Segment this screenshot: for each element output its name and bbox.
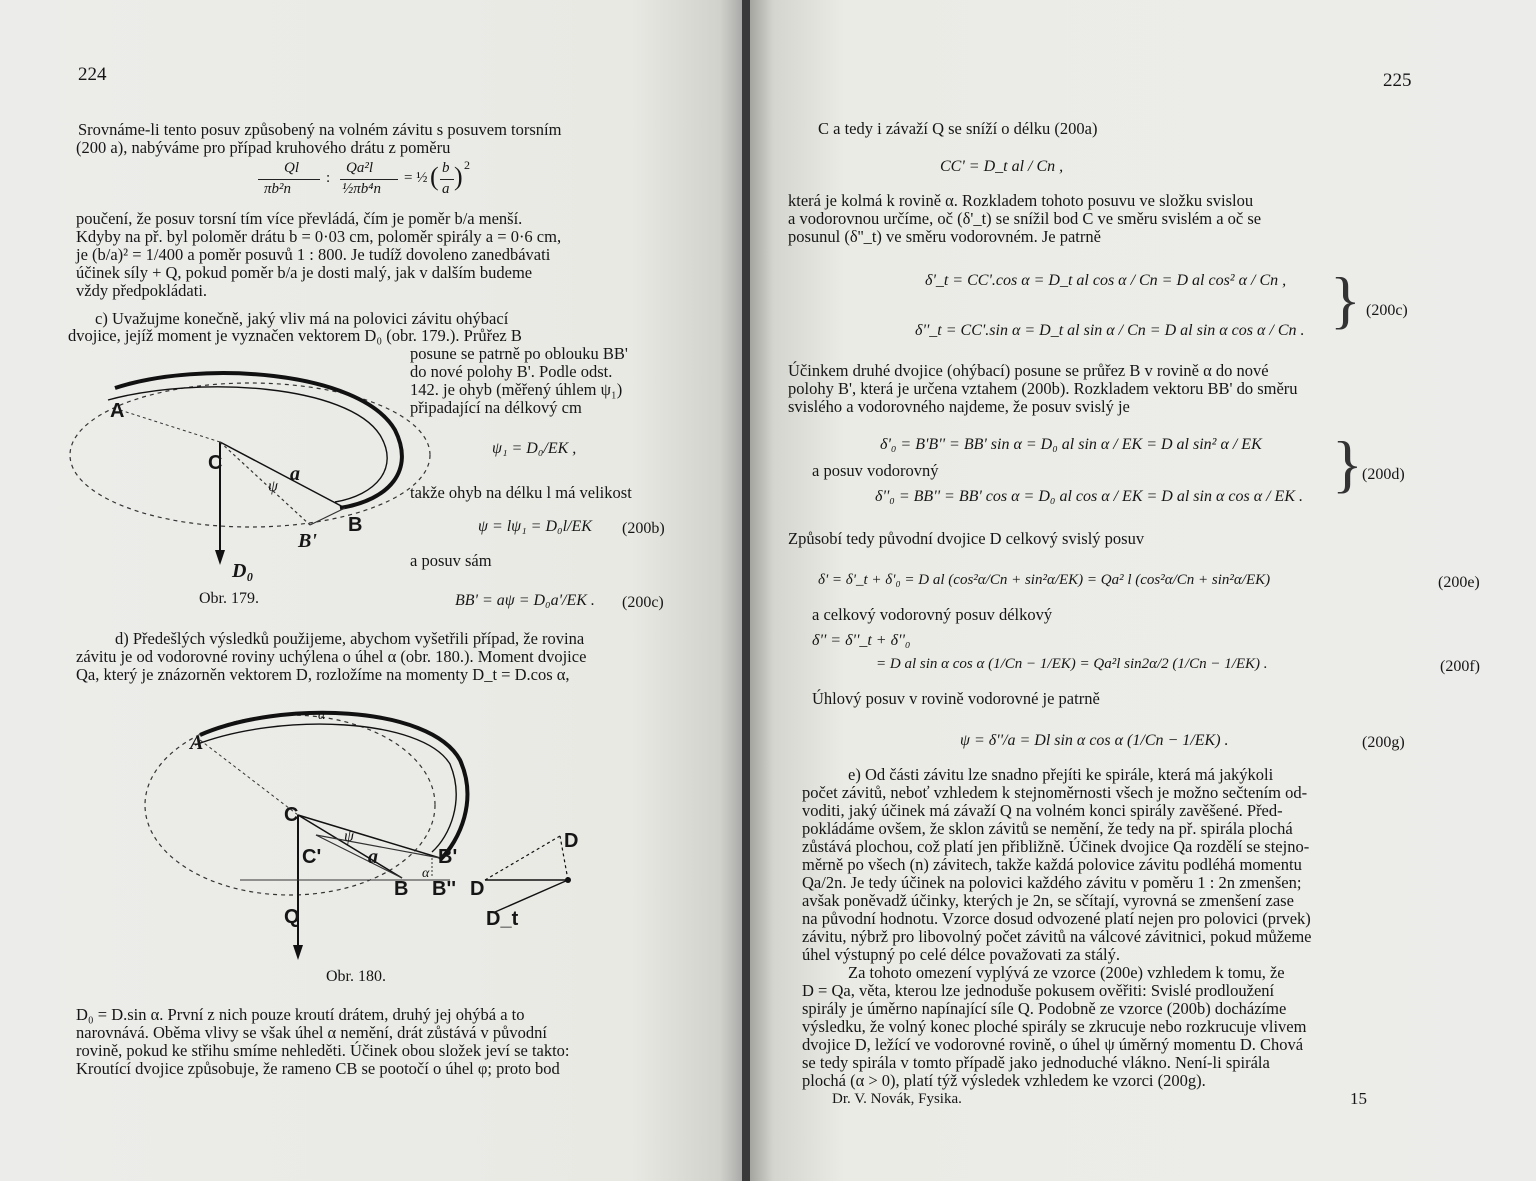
text-line: (200 a), nabýváme pro případ kruhového drátu z poměru (76, 138, 451, 157)
text-line: pokládáme ovšem, že sklon závitů se nemění, že tedy na př. spirála plochá (802, 819, 1293, 838)
text-line: dvojice D, ležící ve vodorovné rovině, o úhel ψ úměrný momentu D. Chová (802, 1035, 1304, 1054)
right-page (750, 0, 1536, 1181)
equation-delta20: δ''₀ = BB'' = BB' cos α = D₀ al cos α / EK = D al sin α cos α / EK . (875, 488, 1303, 505)
equation-tag: (200b) (622, 520, 665, 537)
fig-label: Q (284, 906, 300, 928)
text-line: závitu, nýbrž pro libovolný počet závitů na válcové závitnici, pokud můžeme (802, 927, 1312, 946)
text-line: rovině, pokud ke střihu smíme nehleděti. Účinek obou složek jeví se takto: (76, 1041, 570, 1060)
text-line: voditi, jaký účinek má závaží Q na volném konci spirály zavěšené. Před- (802, 801, 1283, 820)
text-line: Kroutící dvojice způsobuje, že rameno CB se pootočí o úhel φ; proto bod (76, 1059, 560, 1078)
equation-g: ψ = δ''/a = Dl sin α cos α (1/Cn − 1/EK) . (960, 732, 1229, 749)
figure-180 (140, 700, 610, 960)
text-line: Kdyby na př. byl poloměr drátu b = 0·03 cm, poloměr spirály a = 0·6 cm, (76, 227, 562, 246)
text-line: polohy B', která je určena vztahem (200b). Rozkladem vektoru BB' do směru (788, 379, 1298, 398)
text-line: je (b/a)² = 1/400 a poměr posuvů 1 : 800. Je tudíž dovoleno zanedbávati (76, 245, 551, 264)
text-line: e) Od části závitu lze snadno přejíti ke spirále, která má jakýkoli (848, 765, 1274, 784)
text-line: plochá (α > 0), platí týž výsledek vzhledem ke vzorci (200g). (802, 1071, 1206, 1090)
figure-caption: Obr. 179. (199, 590, 259, 607)
equation-tag: (200d) (1362, 466, 1405, 483)
text-line: poučení, že posuv torsní tím více převládá, čím je poměr b/a menší. (76, 209, 523, 228)
equation-tag: (200g) (1362, 734, 1405, 751)
left-page (0, 0, 742, 1181)
equation-bb: BB' = aψ = D₀a'/EK . (455, 592, 595, 609)
text-line: závitu je od vodorovné roviny uchýlena o úhel α (obr. 180.). Moment dvojice (76, 647, 587, 666)
fig-label: a (368, 846, 378, 868)
page-number: 224 (78, 64, 107, 85)
text-line: takže ohyb na délku l má velikost (410, 483, 632, 502)
text-line: Úhlový posuv v rovině vodorovné je patrně (812, 689, 1100, 708)
fig-label: D₀ (232, 560, 254, 582)
fig-label: B (394, 878, 409, 900)
text-line: posunul (δ''_t) ve směru vodorovném. Je patrně (788, 227, 1101, 246)
fig-label: B' (438, 846, 458, 868)
equation-ratio: Ql πb²n : Qa²l ½πb⁴n = ½ ( b a ) 2 (258, 160, 478, 200)
text-line: 142. je ohyb (měřený úhlem ψ₁) (410, 380, 623, 399)
fig-label: D (470, 878, 485, 900)
text-line: d) Předešlých výsledků použijeme, abychom vyšetřili případ, že rovina (115, 629, 585, 648)
fig-label: C (284, 804, 299, 826)
text-line: měrně po všech (n) závitech, takže každá polovice závitu podléhá momentu (802, 855, 1302, 874)
equation-f1: δ'' = δ''_t + δ''₀ (812, 632, 911, 649)
text-line: počet závitů, neboť vzhledem k stejnoměrnosti všech je možno sečtením od- (802, 783, 1308, 802)
equation-tag: (200c) (1366, 302, 1408, 319)
text-line: se tedy spirála v tomto případě jako jednoduché vlákno. Není-li spirála (802, 1053, 1270, 1072)
text-line: spirály je úměrno napínající síle Q. Podobně ze vzorce (200b) docházíme (802, 999, 1287, 1018)
fig-label: a (290, 463, 300, 485)
figure-179 (60, 350, 410, 590)
equation-tag: (200c) (622, 594, 664, 611)
equation-f2: = D al sin α cos α (1/Cn − 1/EK) = Qa²l sin2α/2 (1/Cn − 1/EK) . (876, 656, 1268, 672)
text-line: Srovnáme-li tento posuv způsobený na volném závitu s posuvem torsním (78, 120, 562, 139)
text-line: a posuv sám (410, 551, 492, 570)
fig-label: A (110, 400, 125, 422)
text-line: vždy předpokládati. (76, 281, 208, 300)
text-line: úhel výstupný po celé délce považovati za stálý. (802, 945, 1120, 964)
fig-label: B'' (432, 878, 456, 900)
text-line: D = Qa, věta, kterou lze jednoduše pokusem ověřiti: Svislé prodloužení (802, 981, 1275, 1000)
fig-label: D (564, 830, 579, 852)
text-line: účinek síly + Q, pokud poměr b/a je dosti malý, jak v dalším budeme (76, 263, 533, 282)
fig-label: ψ (268, 478, 278, 495)
fig-label: B' (298, 530, 317, 552)
text-line: Qa, který je znázorněn vektorem D, rozložíme na momenty D_t = D.cos α, (76, 665, 570, 684)
fig-label: C (208, 452, 223, 474)
figure-caption: Obr. 180. (326, 968, 386, 985)
text-line: do nové polohy B'. Podle odst. (410, 362, 613, 381)
equation-tag: (200e) (1438, 574, 1480, 591)
text-line: která je kolmá k rovině α. Rozkladem tohoto posuvu ve složku svislou (788, 191, 1254, 210)
text-line: c) Uvažujme konečně, jaký vliv má na polovici závitu ohýbací (95, 309, 509, 328)
fig-label: A (190, 732, 204, 754)
brace: } (1332, 428, 1363, 499)
text-line: narovnává. Oběma vlivy se však úhel α nemění, drát zůstává v původní (76, 1023, 547, 1042)
text-line: Způsobí tedy původní dvojice D celkový svislý posuv (788, 529, 1145, 548)
equation-psi1: ψ₁ = D₀/EK , (492, 440, 577, 457)
book-gutter (742, 0, 750, 1181)
text-line: C a tedy i závaží Q se sníží o délku (200a) (818, 119, 1098, 138)
fig-label: ψ (344, 828, 354, 845)
equation-psi: ψ = lψ₁ = D₀l/EK (478, 518, 592, 535)
text-line: posune se patrně po oblouku BB' (410, 344, 628, 363)
text-line: připadající na délkový cm (410, 398, 582, 417)
equation-tag: (200f) (1440, 658, 1480, 675)
text-line: a vodorovnou určíme, oč (δ'_t) se snížil bod C ve směru svislém a oč se (788, 209, 1262, 228)
fig-label: α (422, 866, 430, 881)
text-line: Za tohoto omezení vyplývá ze vzorce (200e) vzhledem k tomu, že (848, 963, 1285, 982)
text-line: a celkový vodorovný posuv délkový (812, 605, 1053, 624)
equation-delta10: δ'₀ = B'B'' = BB' sin α = D₀ al sin α / EK = D al sin² α / EK (880, 436, 1262, 453)
page-number: 225 (1383, 70, 1412, 91)
text-line: svislého a vodorovného najdeme, že posuv svislý je (788, 397, 1130, 416)
equation-e: δ' = δ'_t + δ'₀ = D al (cos²α/Cn + sin²α/EK) = Qa² l (cos²α/Cn + sin²α/EK) (818, 572, 1271, 588)
equation-delta2t: δ''_t = CC'.sin α = D_t al sin α / Cn = D al sin α cos α / Cn . (915, 322, 1305, 339)
text-line: výsledku, že volný konec ploché spirály se zkrucuje nebo rozkrucuje vlivem (802, 1017, 1307, 1036)
footer-author: Dr. V. Novák, Fysika. (832, 1091, 962, 1107)
text-line: dvojice, jejíž moment je vyznačen vektorem D₀ (obr. 179.). Průřez B (68, 326, 522, 345)
brace: } (1330, 264, 1361, 335)
fig-label: α (318, 708, 326, 723)
text-line: zůstává plochou, což platí jen přibližně. Účinek dvojice Qa rozdělí se stejno- (802, 837, 1310, 856)
text-line: Účinkem druhé dvojice (ohýbací) posune se průřez B v rovině α do nové (788, 361, 1269, 380)
fig-label: B (348, 514, 363, 536)
text-line: a posuv vodorovný (812, 461, 939, 480)
equation-cc: CC' = D_t al / Cn , (940, 158, 1064, 175)
fig-label: D_t (486, 908, 519, 930)
text-line: na původní hodnotu. Vzorce dosud odvozené platí nejen pro polovici (prvek) (802, 909, 1311, 928)
fig-label: C' (302, 846, 322, 868)
text-line: Qa/2n. Je tedy účinek na polovici každého závitu v poměru 1 : 2n zmenšen; (802, 873, 1302, 892)
text-line: avšak poněvadž účinky, kterých je 2n, se sčítají, vyrovná se zmenšení zase (802, 891, 1294, 910)
text-line: D₀ = D.sin α. První z nich pouze kroutí drátem, druhý jej ohýbá a to (76, 1005, 525, 1024)
footer-sheet-number: 15 (1350, 1089, 1367, 1108)
equation-delta1t: δ'_t = CC'.cos α = D_t al cos α / Cn = D al cos² α / Cn , (925, 272, 1287, 289)
